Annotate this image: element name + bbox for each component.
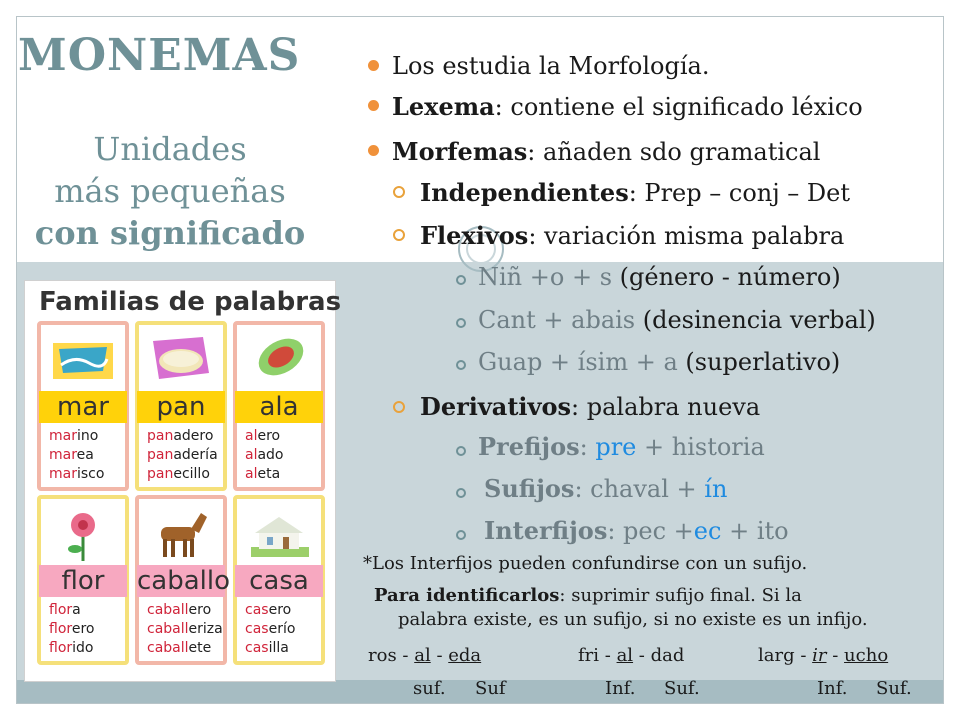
bullet-guapisima [478,348,840,376]
suffix: ero [71,621,95,637]
root: al [245,466,258,482]
root: al [245,447,258,463]
card-word-caballo: caballo [137,566,231,596]
suffix: ido [72,640,94,656]
suffix: isco [76,466,105,482]
suffix: ero [257,428,281,444]
root: flor [49,602,73,618]
bullet-interfijos [484,516,789,545]
root: cas [245,621,269,637]
ex3-d: ucho [844,645,889,666]
note-identificarlos-line2: palabra existe, es un sufijo, si no existe es un infijo. [398,609,868,630]
suffix: eriza [188,621,223,637]
suffix: eta [257,466,281,482]
suffix: illa [268,640,289,656]
note-guapisima: (superlativo) [677,348,841,376]
horse-icon [143,503,219,565]
term-derivativos: Derivativos [420,392,572,421]
root: mar [49,447,77,463]
bullet-small-ring-icon [456,488,466,498]
bullet-cantabais [478,306,876,334]
card-mar [37,321,129,491]
card-list-flor [49,601,94,658]
term-flexivos: Flexivos [420,221,529,250]
card-word-casa: casa [235,565,323,597]
card-list-casa [245,601,295,658]
card-list-mar [49,427,104,484]
card-flor [37,495,129,665]
note-interfijos: *Los Interfijos pueden confundirse con un sufijo. [363,553,808,574]
slide-title: MONEMAS [18,30,301,81]
suffix: ero [188,602,212,618]
text-derivativos: : palabra nueva [571,393,761,421]
ex2-a: fri - [578,645,617,666]
root: flor [49,621,72,637]
card-word-flor: flor [39,565,127,597]
root: mar [49,428,77,444]
card-casa [233,495,325,665]
card-list-caballo [147,601,223,658]
example-frialdad [578,645,684,666]
term-prefijos: Prefijos [478,432,580,461]
ex3-a: larg - [758,645,813,666]
bread-icon [143,329,219,391]
term-morfemas: Morfemas [392,137,528,166]
bullet-ring-icon [393,401,405,413]
ex2-b: al [616,645,634,666]
example-larguirucho [758,645,888,666]
note-identificarlos [374,585,802,606]
example-cantabais: Cant + abais [478,306,636,334]
label-inf-2: Inf. [817,678,848,699]
label-inf-1: Inf. [605,678,636,699]
suffix: adero [173,428,214,444]
card-word-ala: ala [235,391,323,423]
text-interfijos: : pec + [607,517,694,545]
bullet-dot-icon [368,145,379,156]
text-interfijos-rest: + ito [721,517,789,545]
sea-icon [45,329,121,391]
example-rosaleda [368,645,481,666]
term-identificarlos: Para identificarlos [374,585,560,606]
highlight-ec: ec [693,517,722,545]
subtitle-line-3: con significado [34,214,306,252]
wing-icon [241,329,317,391]
card-caballo [135,495,231,665]
bullet-independientes [420,178,850,207]
suffix: ecillo [173,466,210,482]
text-independientes: : Prep – conj – Det [628,179,851,207]
suffix: ea [76,447,94,463]
ex1-a: ros - [368,645,415,666]
text-identificarlos: : suprimir sufijo final. Si la [559,585,802,606]
bullet-ring-icon [393,229,405,241]
card-pan [135,321,227,491]
note-cantabais: (desinencia verbal) [635,306,876,334]
text-morfemas: : añaden sdo gramatical [527,138,821,166]
root: cas [245,640,269,656]
text-sufijos: : chaval + [574,475,705,503]
term-sufijos: Sufijos [484,474,575,503]
root: pan [147,428,174,444]
root: cas [245,602,269,618]
root: pan [147,447,174,463]
highlight-in: ín [704,475,728,503]
bullet-morfemas [392,137,820,166]
ex3-c: - [826,645,845,666]
bullet-small-ring-icon [456,318,466,328]
ex1-b: al [414,645,431,666]
example-nino: Niñ +o + s [478,263,613,291]
label-suf-4: Suf. [876,678,912,699]
slide-subtitle [20,128,320,254]
bullet-morfologia: Los estudia la Morfología. [392,52,710,80]
word-family-poster [24,280,342,682]
root: caball [147,640,189,656]
bullet-small-ring-icon [456,275,466,285]
ex3-b: ir [812,645,827,666]
ex2-c: - dad [633,645,685,666]
suffix: ero [268,602,292,618]
poster-title: Familias de palabras [39,287,342,317]
subtitle-line-2: más pequeñas [54,172,286,210]
bullet-ring-icon [393,186,405,198]
card-list-ala [245,427,284,484]
root: pan [147,466,174,482]
house-icon [241,503,317,565]
root: flor [49,640,73,656]
example-guapisima: Guap + ísim + a [478,348,678,376]
highlight-pre: pre [595,433,637,461]
card-word-mar: mar [39,391,127,423]
label-suf-3: Suf. [664,678,700,699]
label-suf-1: suf. [413,678,446,699]
bullet-prefijos [478,432,765,461]
root: caball [147,602,189,618]
note-nino: (género - número) [612,263,841,291]
root: mar [49,466,77,482]
bullet-small-ring-icon [456,530,466,540]
ex1-c: - [430,645,449,666]
bullet-dot-icon [368,100,379,111]
term-independientes: Independientes [420,178,629,207]
bullet-dot-icon [368,60,379,71]
text-lexema: : contiene el significado léxico [494,93,863,121]
suffix: adería [173,447,218,463]
suffix: ado [257,447,284,463]
root: al [245,428,258,444]
suffix: a [72,602,81,618]
text-prefijos-rest: + historia [636,433,765,461]
card-word-pan: pan [137,391,225,423]
bullet-flexivos [420,221,844,250]
bullet-small-ring-icon [456,360,466,370]
suffix: erío [268,621,296,637]
bullet-derivativos [420,392,760,421]
text-flexivos: : variación misma palabra [528,222,845,250]
bullet-small-ring-icon [456,446,466,456]
card-ala [233,321,325,491]
suffix: ino [76,428,99,444]
flower-icon [45,503,121,565]
label-suf-2: Suf [475,678,506,699]
term-interfijos: Interfijos [484,516,608,545]
bullet-sufijos [484,474,727,503]
root: caball [147,621,189,637]
suffix: ete [188,640,212,656]
term-lexema: Lexema [392,92,495,121]
card-list-pan [147,427,218,484]
bullet-lexema [392,92,863,121]
bullet-nino [478,263,841,291]
ex1-d: eda [448,645,482,666]
subtitle-line-1: Unidades [93,130,247,168]
text-prefijos-colon: : [579,433,596,461]
